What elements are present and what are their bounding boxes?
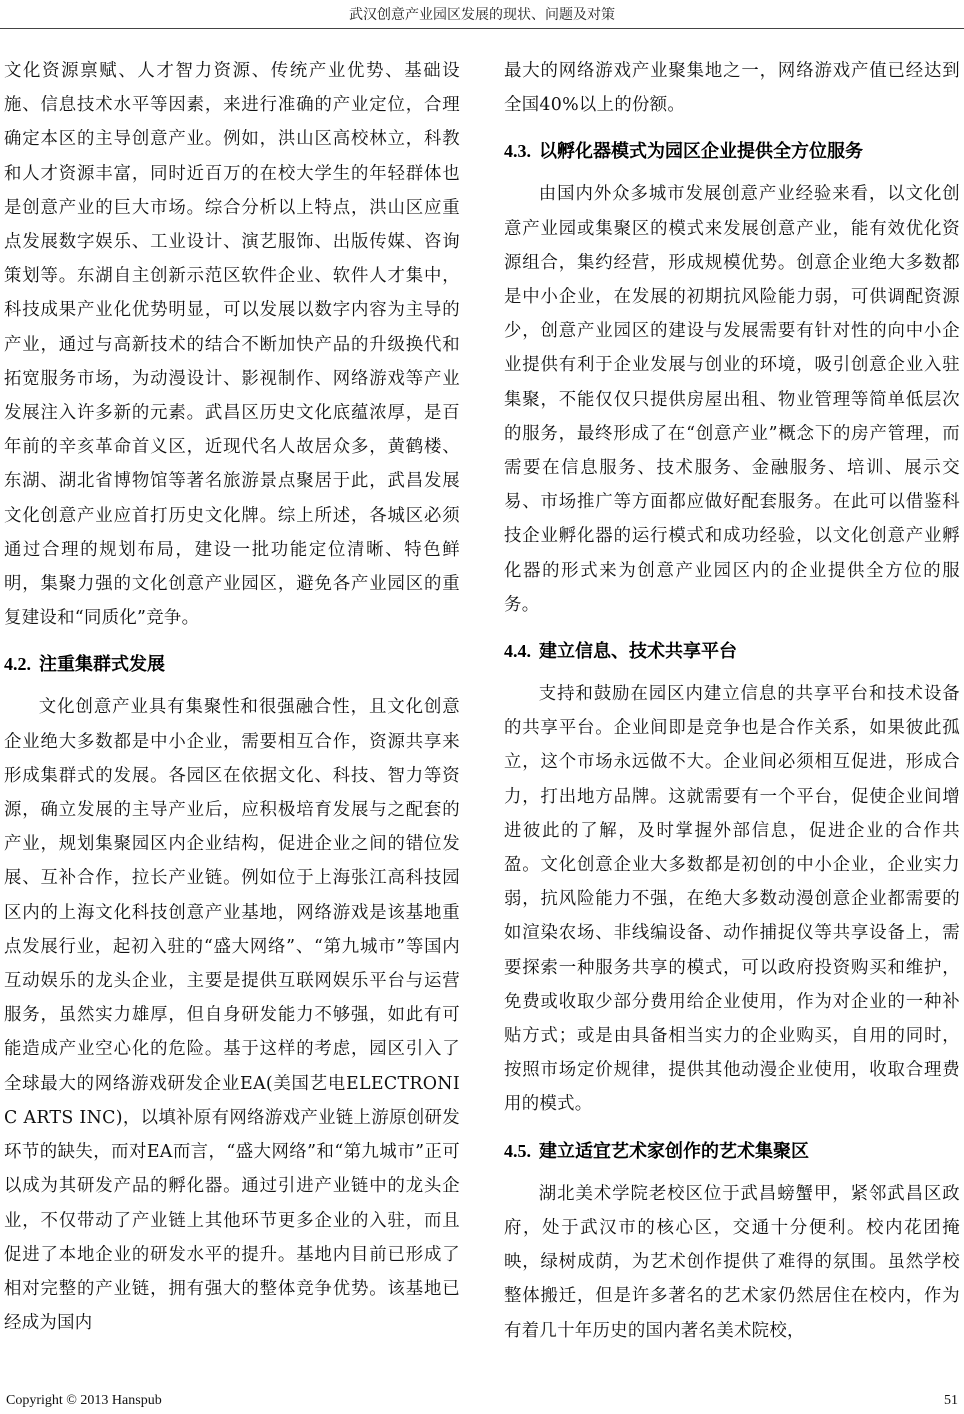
section-title: 以孵化器模式为园区企业提供全方位服务 [539, 141, 863, 163]
section-heading-4-5 [504, 1134, 960, 1169]
section-4-5-paragraph: 湖北美术学院老校区位于武昌螃蟹甲，紧邻武昌区政府，处于武汉市的核心区，交通十分便利。校内花团掩映，绿树成荫，为艺术创作提供了难得的氛围。虽然学校整体搬迁，但是许多著名的艺术家仍然居住在校内，作为有着几十年历史的国内著名美术院校， [504, 1183, 960, 1341]
section-title: 建立信息、技术共享平台 [539, 641, 737, 663]
section-4-4-paragraph: 支持和鼓励在园区内建立信息的共享平台和技术设备的共享平台。企业间即是竞争也是合作关系，如果彼此孤立，这个市场永远做不大。企业间必须相互促进，形成合力，打出地方品牌。这就需要有一个平台，促使企业间增进彼此的了解，及时掌握外部信息，促进企业的合作共盈。文化创意企业大多数都是初创的中小企业，企业实力弱，抗风险能力不强，在绝大多数动漫创意企业都需要的如渲染农场、非线编设备、动作捕捉仪等共享设备上，需要探索一种服务共享的模式，可以政府投资购买和维护，免费或收取少部分费用给企业使用，作为对企业的一种补贴方式；或是由具备相当实力的企业购买，自用的同时，按照市场定价规律，提供其他动漫企业使用，收取合理费用的模式。 [504, 684, 960, 1115]
section-number: 4.2. [4, 654, 31, 675]
section-heading-4-3 [504, 134, 960, 169]
section-heading-4-2 [4, 647, 460, 682]
section-4-3-paragraph: 由国内外众多城市发展创意产业经验来看，以文化创意产业园或集聚区的模式来发展创意产业，能有效优化资源组合，集约经营，形成规模优势。创意企业绝大多数都是中小企业，在发展的初期抗风险能力弱，可供调配资源少，创意产业园区的建设与发展需要有针对性的向中小企业提供有利于企业发展与创业的环境，吸引创意企业入驻集聚，不能仅仅只提供房屋出租、物业管理等简单低层次的服务，最终形成了在“创意产业”概念下的房产管理，而需要在信息服务、技术服务、金融服务、培训、展示交易、市场推广等方面都应做好配套服务。在此可以借鉴科技企业孵化器的运行模式和成功经验，以文化创意产业孵化器的形式来为创意产业园区内的企业提供全方位的服务。 [504, 184, 960, 615]
intro-paragraph: 文化资源禀赋、人才智力资源、传统产业优势、基础设施、信息技术水平等因素，来进行准确的产业定位，合理确定本区的主导创意产业。例如，洪山区高校林立，科教和人才资源丰富，同时近百万的在校大学生的年轻群体也是创意产业的巨大市场。综合分析以上特点，洪山区应重点发展数字娱乐、工业设计、演艺服饰、出版传媒、咨询策划等。东湖自主创新示范区软件企业、软件人才集中，科技成果产业化优势明显，可以发展以数字内容为主导的产业，通过与高新技术的结合不断加快产品的升级换代和拓宽服务市场，为动漫设计、影视制作、网络游戏等产业发展注入许多新的元素。武昌区历史文化底蕴浓厚，是百年前的辛亥革命首义区，近现代名人故居众多，黄鹤楼、东湖、湖北省博物馆等著名旅游景点聚居于此，武昌发展文化创意产业应首打历史文化牌。综上所述，各城区必须通过合理的规划布局，建设一批功能定位清晰、特色鲜明，集聚力强的文化创意产业园区，避免各产业园区的重复建设和“同质化”竞争。 [4, 61, 460, 629]
section-title: 注重集群式发展 [39, 654, 165, 676]
continued-paragraph: 最大的网络游戏产业聚集地之一，网络游戏产值已经达到全国40%以上的份额。 [504, 61, 960, 116]
page-number: 51 [944, 1393, 958, 1408]
section-number: 4.4. [504, 641, 531, 662]
section-4-2-paragraph: 文化创意产业具有集聚性和很强融合性，且文化创意企业绝大多数都是中小企业，需要相互合作，资源共享来形成集群式的发展。各园区在依据文化、科技、智力等资源，确立发展的主导产业后，应积极培育发展与之配套的产业，规划集聚园区内企业结构，促进企业之间的错位发展、互补合作，拉长产业链。例如位于上海张江高科技园区内的上海文化科技创意产业基地，网络游戏是该基地重点发展行业，起初入驻的“盛大网络”、“第九城市”等国内互动娱乐的龙头企业，主要是提供互联网娱乐平台与运营服务，虽然实力雄厚，但自身研发能力不够强，如此有可能造成产业空心化的危险。基于这样的考虑，园区引入了全球最大的网络游戏研发企业EA(美国艺电ELECTRONIC ARTS INC)，以填补原有网络游戏产业链上游原创研发环节的缺失，而对EA而言，“盛大网络”和“第九城市”正可以成为其研发产品的孵化器。通过引进产业链中的龙头企业，不仅带动了产业链上其他环节更多企业的入驻，而且促进了本地企业的研发水平的提升。基地内目前已形成了相对完整的产业链，拥有强大的整体竞争优势。该基地已经成为国内 [4, 697, 460, 1334]
section-number: 4.5. [504, 1140, 531, 1161]
left-column [4, 54, 460, 1340]
running-header: 武汉创意产业园区发展的现状、问题及对策 [349, 7, 615, 23]
section-number: 4.3. [504, 141, 531, 162]
section-heading-4-4 [504, 634, 960, 669]
right-column [504, 54, 960, 1348]
section-title: 建立适宜艺术家创作的艺术集聚区 [539, 1140, 809, 1162]
page-footer [0, 1392, 964, 1412]
copyright-notice: Copyright © 2013 Hanspub [6, 1393, 162, 1408]
header-rule [0, 28, 964, 29]
